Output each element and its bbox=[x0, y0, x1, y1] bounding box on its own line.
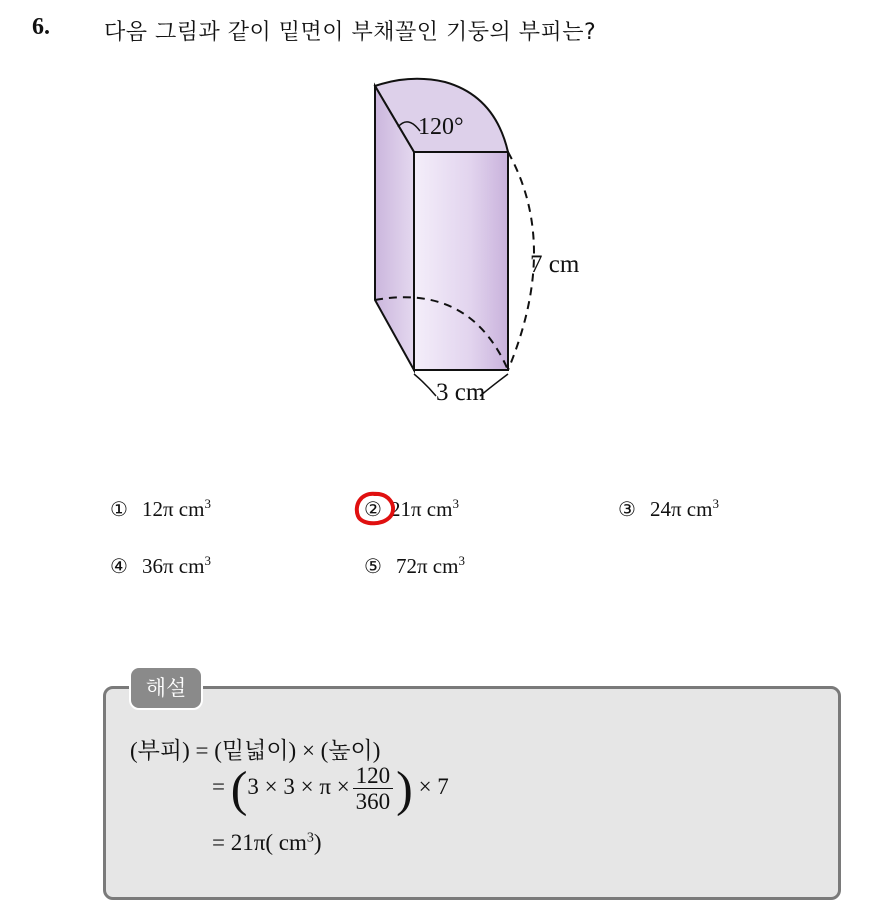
choice-3-exp: 3 bbox=[712, 496, 719, 511]
choice-5-value: 72π cm bbox=[395, 554, 459, 578]
choice-4[interactable] bbox=[110, 553, 211, 579]
solution-line-2-suffix: × 7 bbox=[418, 773, 449, 799]
choice-3[interactable] bbox=[618, 496, 719, 522]
solution-tag: 해설 bbox=[129, 666, 203, 710]
angle-label: 120° bbox=[418, 114, 464, 140]
fraction bbox=[353, 763, 394, 814]
choice-1[interactable] bbox=[110, 496, 211, 522]
choice-2-value: 21π cm bbox=[389, 497, 453, 521]
question-text: 다음 그림과 같이 밑면이 부채꼴인 기둥의 부피는? bbox=[104, 20, 597, 45]
choice-4-value: 36π cm bbox=[141, 554, 205, 578]
choice-3-value: 24π cm bbox=[649, 497, 713, 521]
height-label: 7 cm bbox=[530, 251, 580, 278]
solution-line-2 bbox=[212, 760, 449, 817]
choice-2-mark: ② bbox=[364, 497, 382, 521]
question-number: 6. bbox=[32, 14, 50, 40]
choice-1-mark: ① bbox=[110, 497, 128, 521]
answer-circle-mark bbox=[350, 488, 402, 528]
open-paren: ( bbox=[230, 760, 248, 817]
choice-1-value: 12π cm bbox=[141, 497, 205, 521]
choice-1-exp: 3 bbox=[204, 496, 211, 511]
choice-3-mark: ③ bbox=[618, 497, 636, 521]
choice-5[interactable] bbox=[364, 553, 465, 579]
choice-4-exp: 3 bbox=[204, 553, 211, 568]
radius-label: 3 cm bbox=[436, 379, 486, 406]
solution-line-3-exp: 3 bbox=[306, 830, 314, 846]
solution-line-1-text: (부피) = (밑넓이) × (높이) bbox=[130, 738, 381, 763]
choice-4-mark: ④ bbox=[110, 554, 128, 578]
sector-prism-figure bbox=[330, 70, 630, 420]
choice-5-mark: ⑤ bbox=[364, 554, 382, 578]
solution-line-2-eq: = bbox=[212, 773, 225, 799]
solution-line-3 bbox=[212, 830, 322, 856]
solution-line-2-prefix: 3 × 3 × π × bbox=[247, 773, 350, 799]
fraction-denominator: 360 bbox=[355, 789, 391, 814]
solution-line-3-close: ) bbox=[313, 830, 322, 855]
close-paren: ) bbox=[396, 760, 413, 817]
choice-5-exp: 3 bbox=[458, 553, 465, 568]
front-face bbox=[414, 152, 508, 370]
fraction-numerator: 120 bbox=[353, 763, 394, 789]
solution-line-3-text: = 21π( cm bbox=[212, 830, 307, 855]
solution-line-1 bbox=[130, 732, 380, 765]
choice-2-exp: 3 bbox=[452, 496, 459, 511]
